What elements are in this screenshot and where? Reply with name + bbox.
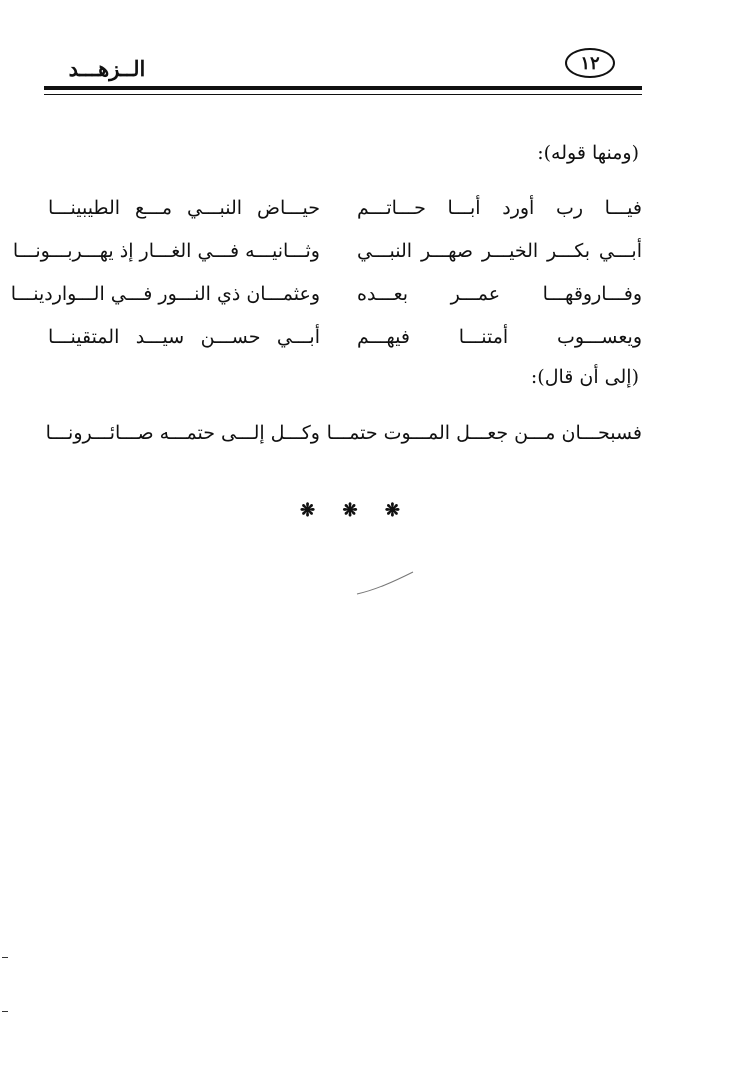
verse-line [48, 190, 642, 226]
verse-second-hemistich: وعثمـــان ذي النـــور فـــي الـــواردينـــا [10, 283, 320, 305]
pen-stroke-mark [355, 568, 420, 598]
separator-star-icon: ❋ [342, 500, 358, 521]
verse-first-hemistich: فسبحـــان مـــن جعـــل المـــوت حتمـــا [326, 422, 642, 444]
poem-intro-1: (ومنها قوله): [537, 142, 639, 164]
verse-second-hemistich: وثـــانيـــه فـــي الغـــار إذ يهـــربـــونـــا [12, 240, 320, 262]
verse-second-hemistich: أبـــي حســـن سيـــد المتقينـــا [48, 326, 320, 348]
poem-intro-2: (إلى أن قال): [530, 366, 639, 388]
verse-first-hemistich: وفـــاروقهـــا عمـــر بعـــده [357, 283, 642, 305]
header-rule-thick [44, 86, 642, 90]
verse-line [48, 319, 642, 355]
separator-star-icon: ❋ [384, 500, 400, 521]
verse-second-hemistich: وكـــل إلـــى حتمـــه صـــائـــرونـــا [45, 422, 320, 444]
verse-second-hemistich: حيـــاض النبـــي مـــع الطيبينـــا [48, 197, 320, 219]
separator-star-icon: ❋ [300, 500, 316, 521]
scan-edge-mark [2, 1011, 8, 1012]
verse-first-hemistich: فيـــا رب أورد أبـــا حـــاتـــم [357, 197, 642, 219]
verse-line [10, 276, 642, 312]
verse-first-hemistich: ويعســـوب أمتنـــا فيهـــم [357, 326, 642, 348]
page-number-badge [565, 48, 615, 78]
verse-line [12, 233, 642, 269]
section-separator [300, 500, 400, 521]
verse-line [45, 415, 642, 451]
scan-edge-mark [2, 957, 8, 958]
page-number: ١٢ [580, 52, 600, 74]
header-rule-thin [44, 94, 642, 95]
verse-first-hemistich: أبـــي بكـــر الخيـــر صهـــر النبـــي [357, 240, 642, 262]
running-title: الــزهـــد [68, 56, 146, 81]
